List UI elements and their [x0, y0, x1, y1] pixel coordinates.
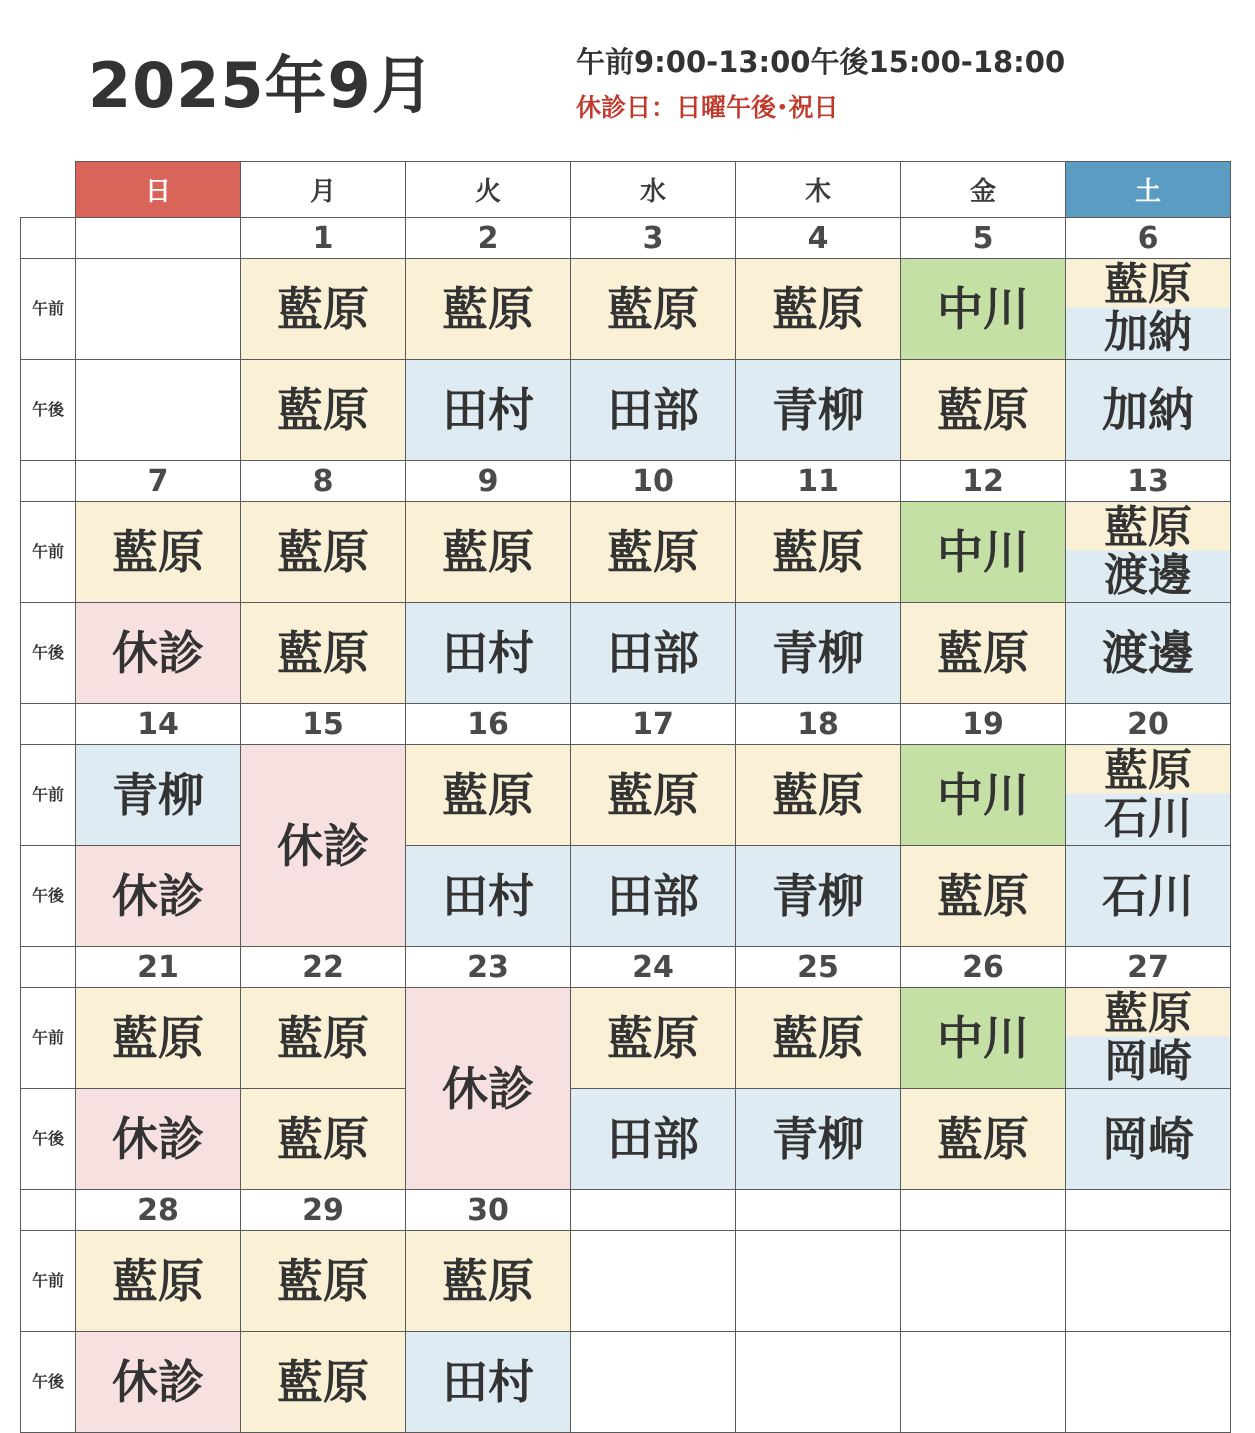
doctor-cell: 田部 — [571, 603, 736, 704]
closed-days-notice: 休診日：日曜午後･祝日 — [576, 93, 839, 122]
doctor-cell: 藍原 — [901, 360, 1066, 461]
doctor-cell: 藍原 — [241, 502, 406, 603]
doctor-cell-split — [1066, 259, 1231, 360]
empty-cell — [76, 259, 241, 360]
date-cell: 4 — [736, 218, 901, 259]
date-row-label — [21, 704, 76, 745]
date-cell: 26 — [901, 947, 1066, 988]
date-cell: 6 — [1066, 218, 1231, 259]
date-cell: 7 — [76, 461, 241, 502]
date-cell: 18 — [736, 704, 901, 745]
date-cell: 11 — [736, 461, 901, 502]
date-cell: 8 — [241, 461, 406, 502]
doctor-cell: 藍原 — [241, 988, 406, 1089]
empty-cell — [901, 1332, 1066, 1433]
weekday-tuesday: 火 — [406, 162, 571, 218]
doctor-cell: 藍原 — [736, 502, 901, 603]
doctor-name: 藍原 — [1104, 988, 1192, 1039]
doctor-cell: 中川 — [901, 502, 1066, 603]
date-cell: 19 — [901, 704, 1066, 745]
empty-cell — [901, 1231, 1066, 1332]
date-cell: 29 — [241, 1190, 406, 1231]
doctor-cell: 青柳 — [736, 603, 901, 704]
doctor-cell: 藍原 — [901, 1089, 1066, 1190]
slot-label-am: 午前 — [21, 259, 76, 360]
doctor-name: 岡崎 — [1104, 1036, 1192, 1087]
weekday-saturday: 土 — [1066, 162, 1231, 218]
doctor-cell: 青柳 — [736, 360, 901, 461]
closed-cell: 休診 — [76, 1089, 241, 1190]
doctor-cell: 渡邊 — [1066, 603, 1231, 704]
date-row-label — [21, 461, 76, 502]
doctor-cell: 中川 — [901, 988, 1066, 1089]
date-cell: 12 — [901, 461, 1066, 502]
date-cell: 16 — [406, 704, 571, 745]
date-row-label — [21, 218, 76, 259]
doctor-cell: 藍原 — [736, 745, 901, 846]
date-cell: 9 — [406, 461, 571, 502]
date-cell — [571, 1190, 736, 1231]
date-cell: 14 — [76, 704, 241, 745]
pm-slot-row — [21, 1332, 1231, 1433]
pm-slot-row — [21, 1089, 1231, 1190]
am-slot-row — [21, 1231, 1231, 1332]
date-cell: 28 — [76, 1190, 241, 1231]
doctor-cell-split — [1066, 988, 1231, 1089]
slot-label-am: 午前 — [21, 502, 76, 603]
doctor-cell: 田村 — [406, 603, 571, 704]
date-cell: 17 — [571, 704, 736, 745]
date-row-label — [21, 1190, 76, 1231]
doctor-cell: 藍原 — [736, 988, 901, 1089]
slot-label-am: 午前 — [21, 988, 76, 1089]
date-cell: 23 — [406, 947, 571, 988]
weekday-wednesday: 水 — [571, 162, 736, 218]
date-cell: 22 — [241, 947, 406, 988]
weekday-monday: 月 — [241, 162, 406, 218]
date-cell — [736, 1190, 901, 1231]
date-cell: 20 — [1066, 704, 1231, 745]
date-cell: 2 — [406, 218, 571, 259]
doctor-cell: 中川 — [901, 745, 1066, 846]
doctor-cell: 加納 — [1066, 360, 1231, 461]
doctor-name: 藍原 — [1104, 745, 1192, 796]
date-cell: 5 — [901, 218, 1066, 259]
slot-label-pm: 午後 — [21, 1332, 76, 1433]
pm-slot-row — [21, 360, 1231, 461]
empty-cell — [1066, 1332, 1231, 1433]
date-cell: 15 — [241, 704, 406, 745]
doctor-cell: 石川 — [1066, 846, 1231, 947]
slot-label-pm: 午後 — [21, 846, 76, 947]
doctor-cell: 藍原 — [901, 603, 1066, 704]
doctor-cell: 藍原 — [241, 259, 406, 360]
slot-label-pm: 午後 — [21, 603, 76, 704]
date-cell: 3 — [571, 218, 736, 259]
empty-cell — [571, 1332, 736, 1433]
doctor-name: 加納 — [1104, 307, 1192, 358]
date-cell — [901, 1190, 1066, 1231]
doctor-cell-split — [1066, 502, 1231, 603]
doctor-cell: 岡崎 — [1066, 1089, 1231, 1190]
date-row — [21, 947, 1231, 988]
doctor-cell: 青柳 — [76, 745, 241, 846]
doctor-cell: 青柳 — [736, 846, 901, 947]
schedule-calendar — [20, 161, 1231, 1433]
date-cell — [76, 218, 241, 259]
doctor-cell-split — [1066, 745, 1231, 846]
closed-cell: 休診 — [76, 1332, 241, 1433]
slot-label-am: 午前 — [21, 1231, 76, 1332]
am-slot-row — [21, 502, 1231, 603]
date-row — [21, 704, 1231, 745]
date-row — [21, 218, 1231, 259]
doctor-cell: 藍原 — [241, 1231, 406, 1332]
closed-cell: 休診 — [76, 603, 241, 704]
doctor-cell: 田部 — [571, 846, 736, 947]
empty-cell — [571, 1231, 736, 1332]
doctor-cell: 藍原 — [406, 745, 571, 846]
doctor-cell: 藍原 — [76, 988, 241, 1089]
weekday-thursday: 木 — [736, 162, 901, 218]
doctor-cell: 藍原 — [76, 502, 241, 603]
date-row — [21, 461, 1231, 502]
doctor-cell: 田部 — [571, 360, 736, 461]
slot-label-am: 午前 — [21, 745, 76, 846]
closed-cell: 休診 — [76, 846, 241, 947]
empty-cell — [736, 1231, 901, 1332]
pm-slot-row — [21, 603, 1231, 704]
doctor-name: 渡邊 — [1104, 550, 1192, 601]
doctor-cell: 藍原 — [406, 502, 571, 603]
doctor-name: 藍原 — [1104, 502, 1192, 553]
date-cell: 10 — [571, 461, 736, 502]
weekday-friday: 金 — [901, 162, 1066, 218]
doctor-cell: 藍原 — [571, 502, 736, 603]
empty-cell — [736, 1332, 901, 1433]
pm-slot-row — [21, 846, 1231, 947]
date-cell: 21 — [76, 947, 241, 988]
corner-blank — [21, 162, 76, 218]
doctor-cell: 藍原 — [571, 745, 736, 846]
doctor-cell: 藍原 — [736, 259, 901, 360]
closed-cell: 休診 — [241, 745, 406, 947]
doctor-cell: 青柳 — [736, 1089, 901, 1190]
am-slot-row — [21, 988, 1231, 1089]
date-cell: 30 — [406, 1190, 571, 1231]
doctor-cell: 田村 — [406, 360, 571, 461]
doctor-cell: 藍原 — [241, 1332, 406, 1433]
date-cell — [1066, 1190, 1231, 1231]
clinic-hours: 午前9:00-13:00午後15:00-18:00 — [576, 45, 1066, 79]
doctor-cell: 藍原 — [571, 259, 736, 360]
doctor-cell: 藍原 — [901, 846, 1066, 947]
doctor-cell: 藍原 — [571, 988, 736, 1089]
date-row — [21, 1190, 1231, 1231]
doctor-name: 石川 — [1104, 793, 1192, 844]
doctor-cell: 藍原 — [241, 603, 406, 704]
date-cell: 13 — [1066, 461, 1231, 502]
empty-cell — [1066, 1231, 1231, 1332]
doctor-cell: 田村 — [406, 1332, 571, 1433]
doctor-cell: 田村 — [406, 846, 571, 947]
slot-label-pm: 午後 — [21, 1089, 76, 1190]
doctor-cell: 藍原 — [76, 1231, 241, 1332]
am-slot-row — [21, 259, 1231, 360]
date-cell: 1 — [241, 218, 406, 259]
date-cell: 27 — [1066, 947, 1231, 988]
doctor-cell: 藍原 — [241, 1089, 406, 1190]
doctor-cell: 藍原 — [241, 360, 406, 461]
date-cell: 25 — [736, 947, 901, 988]
doctor-cell: 藍原 — [406, 1231, 571, 1332]
closed-cell: 休診 — [406, 988, 571, 1190]
doctor-cell: 中川 — [901, 259, 1066, 360]
empty-cell — [76, 360, 241, 461]
weekday-header-row — [21, 162, 1231, 218]
date-row-label — [21, 947, 76, 988]
date-cell: 24 — [571, 947, 736, 988]
doctor-cell: 田部 — [571, 1089, 736, 1190]
doctor-name: 藍原 — [1104, 259, 1192, 310]
am-slot-row — [21, 745, 1231, 846]
doctor-cell: 藍原 — [406, 259, 571, 360]
page-title: 2025年9月 — [88, 49, 435, 122]
weekday-sunday: 日 — [76, 162, 241, 218]
slot-label-pm: 午後 — [21, 360, 76, 461]
